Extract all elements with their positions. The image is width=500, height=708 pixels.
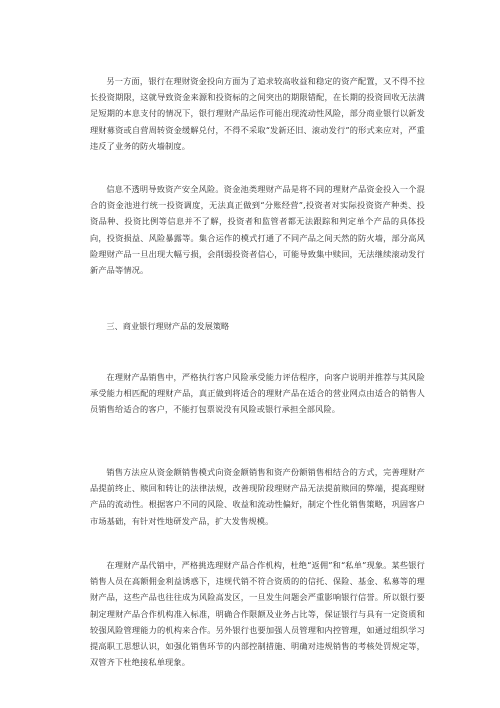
body-paragraph: 信息不透明导致资产安全风险。资金池类理财产品是将不同的理财产品资金投入一个混合的资金池进行统一投资调度，无法真正做到“分账经营”,投资者对实际投资资产种类、投资品种、投资比例等信息并不了解，投资者和监管者都无法跟踪和判定单个产品的具体投向，投资损益、风险暴露等。集合运作的模式打通了不同产品之间天然的防火墙，部分高风险理财产品一旦出现大幅亏损，会削弱投资者信心，可能导致集中赎回，无法继续滚动发行新产品等情况。 bbox=[90, 184, 425, 276]
body-paragraph: 在理财产品代销中，严格挑选理财产品合作机构，杜绝“返佣”和“私单”现象。某些银行销售人员在高额佣金利益诱惑下，违规代销不符合资质的的信托、保险、基金、私募等的理财产品，这些产品也往往成为风险高发区，一旦发生问题会严重影响银行信誉。所以银行要制定理财产品合作机构准入标准，明确合作限额及业务占比等，保证银行与具有一定资质和较强风险管理能力的机构来合作。另外银行也要加强人员管理和内控管理，如通过组织学习提高职工思想认识，如强化销售环节的内部控制措施、明确对违规销售的考核处罚规定等，双管齐下杜绝接私单现象。 bbox=[90, 560, 425, 668]
body-paragraph: 销售方法应从资金额销售模式向资金额销售和资产份额销售相结合的方式，完善理财产品提前终止、赎回和转让的法律法规，改善现阶段理财产品无法提前赎回的弊端，提高理财产品的流动性。根据客户不同的风险、收益和流动性偏好，制定个性化销售策略，巩固客户市场基础，有针对性地研发产品，扩大发售规模。 bbox=[90, 467, 425, 526]
body-paragraph: 另一方面，银行在理财资金投向方面为了追求较高收益和稳定的资产配置，又不得不拉长投资期限，这就导致资金来源和投资标的之间突出的期限错配，在长期的投资回收无法满足短期的本息支付的情况下，银行理财产品运作可能出现流动性风险，部分商业银行以新发理财募资或自营周转资金缓解兑付，不得不采取“发新还旧、滚动发行”的形式来应对，严重违反了业务的防火墙制度。 bbox=[90, 76, 425, 151]
body-paragraph: 在理财产品销售中，严格执行客户风险承受能力评估程序，向客户说明并推荐与其风险承受能力相匹配的理财产品，真正做到将适合的理财产品在适合的营业网点由适合的销售人员销售给适合的客户，不能打包票说没有风险或银行承担全部风险。 bbox=[90, 372, 425, 415]
section-heading: 三、商业银行理财产品的发展策略 bbox=[106, 321, 230, 331]
